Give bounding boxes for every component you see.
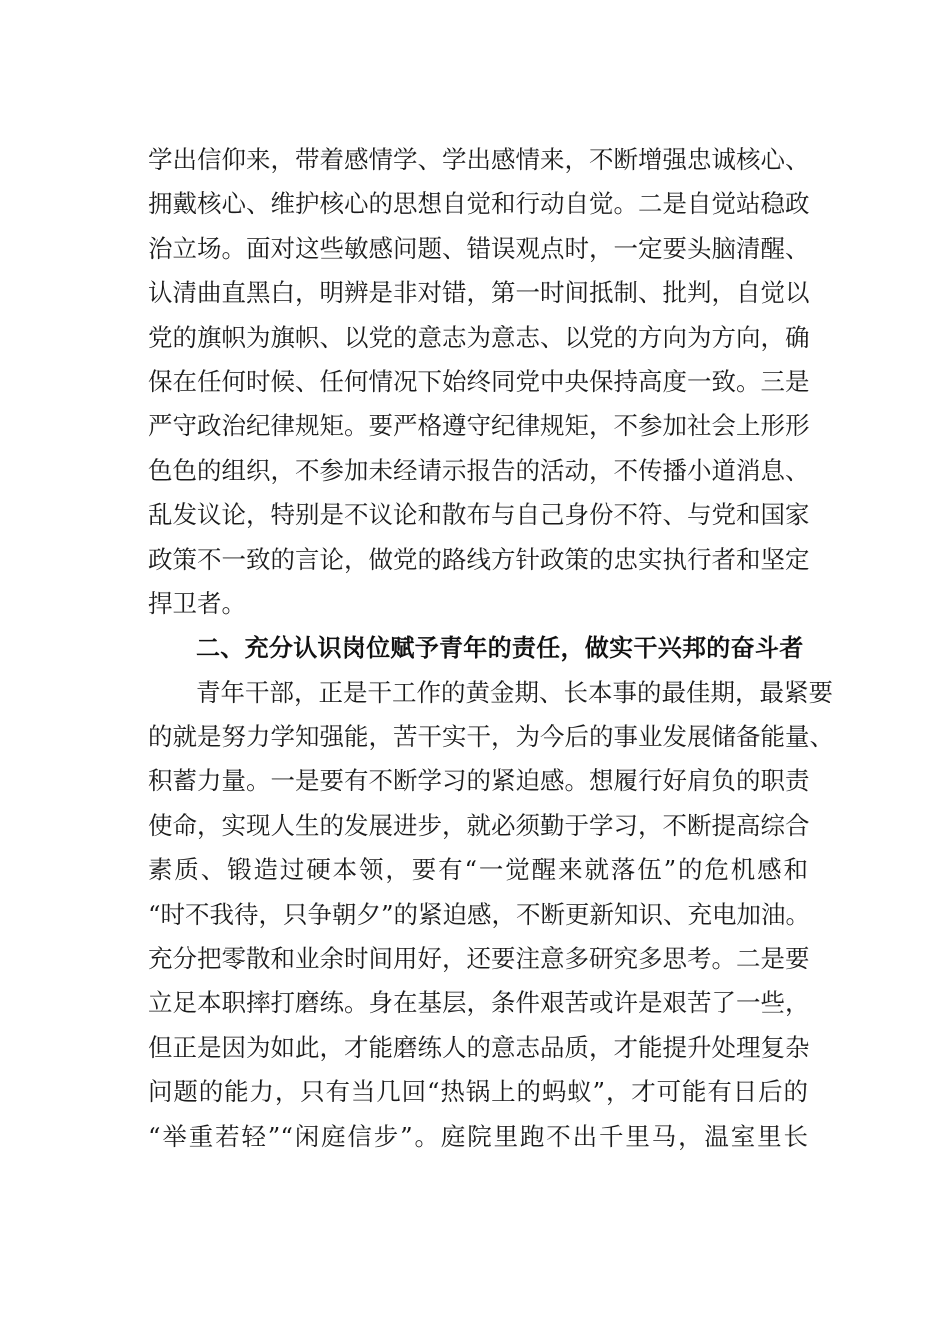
text-line: 保在任何时候、任何情况下始终同党中央保持高度一致。三是 bbox=[148, 366, 810, 396]
text-line: “举重若轻”“闲庭信步”。庭院里跑不出千里马，温室里长 bbox=[148, 1121, 808, 1151]
text-line: 立足本职摔打磨练。身在基层，条件艰苦或许是艰苦了一些， bbox=[148, 988, 810, 1018]
text-line: 党的旗帜为旗帜、以党的意志为意志、以党的方向为方向，确 bbox=[148, 322, 810, 352]
text-line: 认清曲直黑白，明辨是非对错，第一时间抵制、批判，自觉以 bbox=[148, 278, 810, 308]
text-line: 素质、锻造过硬本领，要有“一觉醒来就落伍”的危机感和 bbox=[148, 855, 808, 885]
text-line: 政策不一致的言论，做党的路线方针政策的忠实执行者和坚定 bbox=[148, 544, 810, 574]
document-body bbox=[148, 138, 834, 1159]
text-line: 捍卫者。 bbox=[148, 588, 246, 618]
text-line: 充分把零散和业余时间用好，还要注意多研究多思考。二是要 bbox=[148, 944, 810, 974]
text-line: 乱发议论，特别是不议论和散布与自己身份不符、与党和国家 bbox=[148, 500, 810, 530]
text-line: 使命，实现人生的发展进步，就必须勤于学习，不断提高综合 bbox=[148, 810, 810, 840]
text-line: 积蓄力量。一是要有不断学习的紧迫感。想履行好肩负的职责 bbox=[148, 766, 810, 796]
paragraph-continuation bbox=[148, 138, 808, 626]
text-line: 拥戴核心、维护核心的思想自觉和行动自觉。二是自觉站稳政 bbox=[148, 189, 810, 219]
text-line: 问题的能力，只有当几回“热锅上的蚂蚁”，才可能有日后的 bbox=[148, 1077, 808, 1107]
section-heading: 二、充分认识岗位赋予青年的责任，做实干兴邦的奋斗者 bbox=[196, 634, 804, 663]
text-line: 严守政治纪律规矩。要严格遵守纪律规矩，不参加社会上形形 bbox=[148, 411, 810, 441]
paragraph-section-two bbox=[148, 671, 834, 1159]
text-line: 学出信仰来，带着感情学、学出感情来，不断增强忠诚核心、 bbox=[148, 145, 810, 174]
text-line: 色色的组织，不参加未经请示报告的活动，不传播小道消息、 bbox=[148, 455, 810, 485]
text-line: 治立场。面对这些敏感问题、错误观点时，一定要头脑清醒、 bbox=[148, 233, 810, 263]
text-line: 但正是因为如此，才能磨练人的意志品质，才能提升处理复杂 bbox=[148, 1032, 810, 1062]
text-line: 青年干部，正是干工作的黄金期、长本事的最佳期，最紧要 bbox=[196, 677, 833, 707]
text-line: 的就是努力学知强能，苦干实干，为今后的事业发展储备能量、 bbox=[148, 722, 834, 752]
text-line: “时不我待，只争朝夕”的紧迫感，不断更新知识、充电加油。 bbox=[148, 899, 811, 929]
